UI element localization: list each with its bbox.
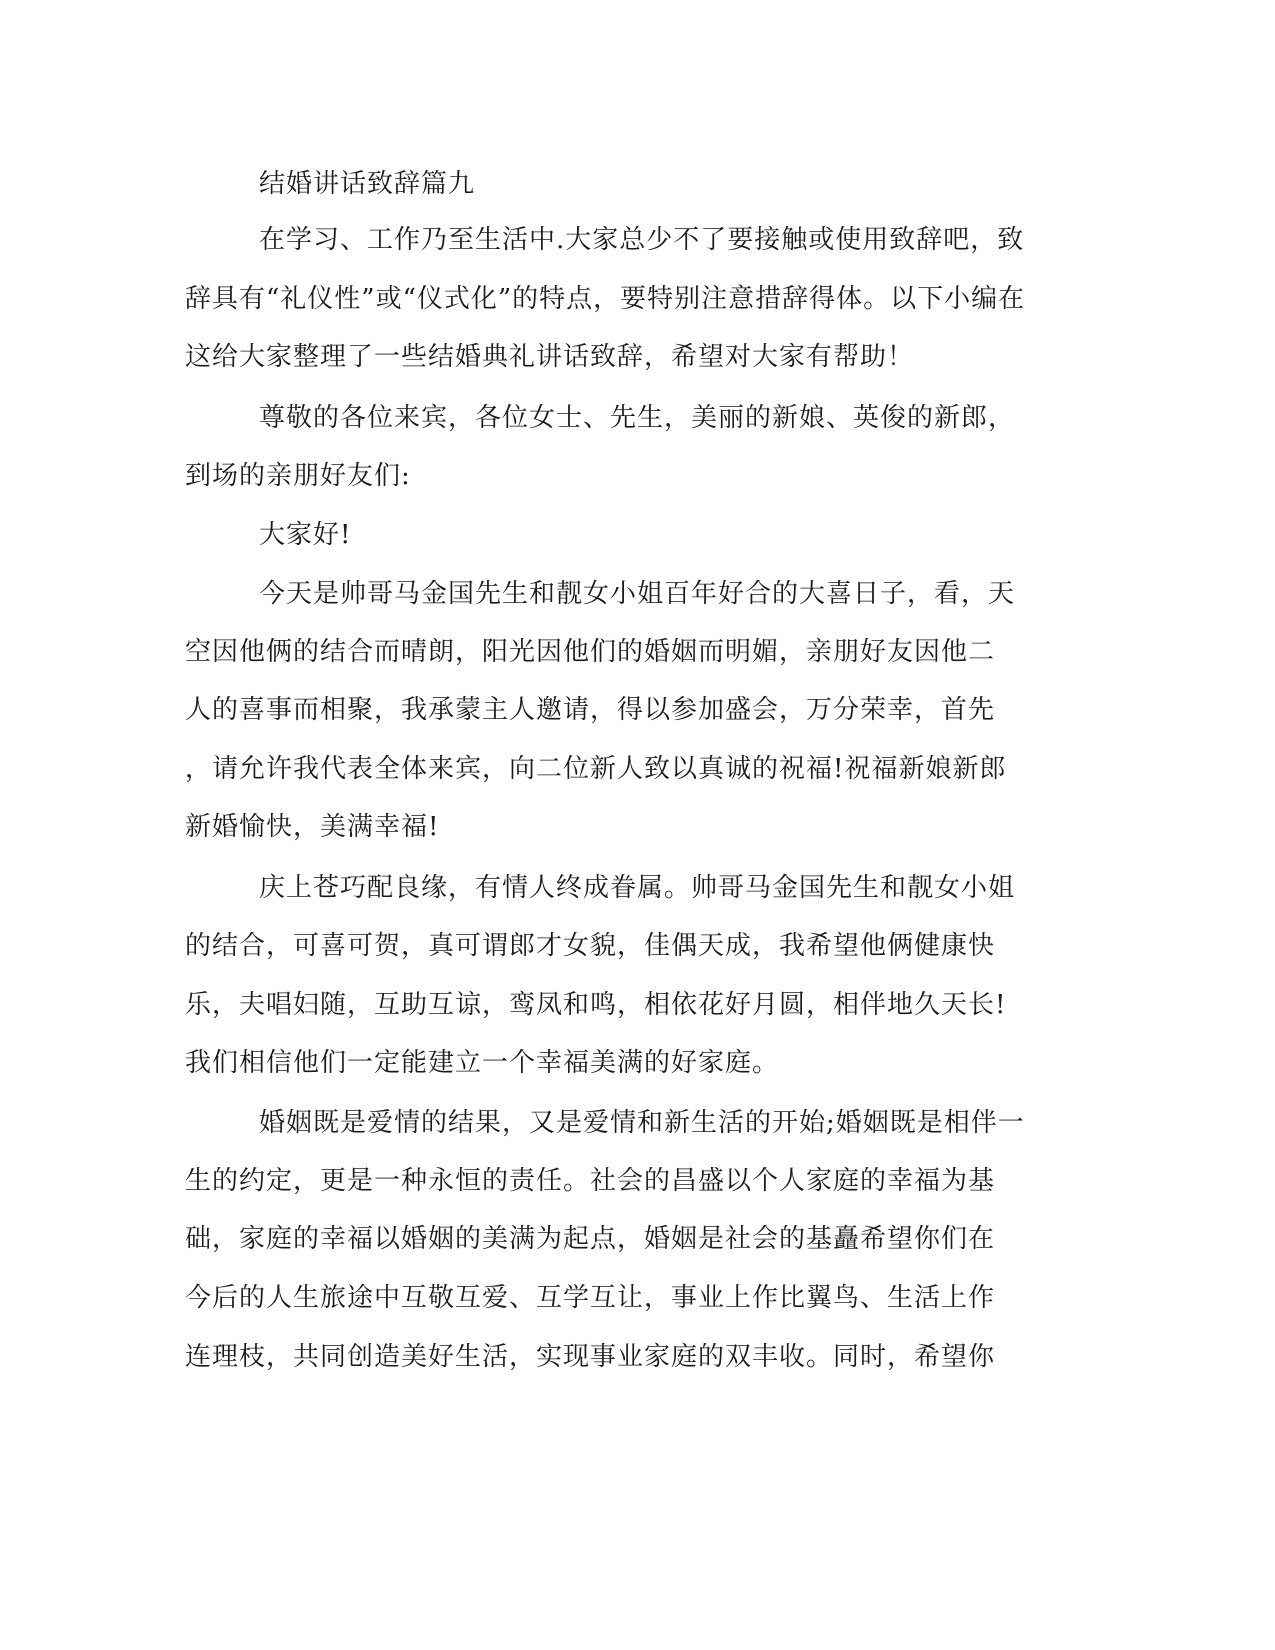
- text-line: 今天是帅哥马金国先生和靓女小姐百年好合的大喜日子，看，天: [259, 579, 1016, 609]
- text-line: 生的约定，更是一种永恒的责任。社会的昌盛以个人家庭的幸福为基: [185, 1166, 996, 1196]
- text-line: 乐，夫唱妇随，互助互谅，鸾凤和鸣，相依花好月圆，相伴地久天长!: [185, 990, 1007, 1020]
- text-line: 尊敬的各位来宾，各位女士、先生，美丽的新娘、英俊的新郎，: [259, 403, 1016, 433]
- text-line: 空因他俩的结合而晴朗，阳光因他们的婚姻而明媚，亲朋好友因他二: [185, 637, 996, 667]
- text-line: 大家好!: [259, 520, 352, 550]
- text-line: 到场的亲朋好友们:: [185, 461, 411, 491]
- text-line: 婚姻既是爱情的结果，又是爱情和新生活的开始;婚姻既是相伴一: [259, 1108, 1025, 1138]
- document-title: 结婚讲话致辞篇九: [259, 169, 476, 199]
- text-line: 在学习、工作乃至生活中.大家总少不了要接触或使用致辞吧，致: [259, 225, 1025, 255]
- text-line: 的结合，可喜可贺，真可谓郎才女貌，佳偶天成，我希望他俩健康快: [185, 931, 996, 961]
- text-line: 我们相信他们一定能建立一个幸福美满的好家庭。: [185, 1048, 780, 1078]
- text-line: 今后的人生旅途中互敬互爱、互学互让，事业上作比翼鸟、生活上作: [185, 1283, 996, 1313]
- text-line: ，请允许我代表全体来宾，向二位新人致以真诚的祝福!祝福新娘新郎: [185, 754, 1007, 784]
- text-line: 新婚愉快，美满幸福!: [185, 812, 440, 842]
- text-line: 辞具有“礼仪性”或“仪式化”的特点，要特别注意措辞得体。以下小编在: [185, 284, 1026, 314]
- text-line: 人的喜事而相聚，我承蒙主人邀请，得以参加盛会，万分荣幸，首先: [185, 695, 996, 725]
- text-line: 础，家庭的幸福以婚姻的美满为起点，婚姻是社会的基矗希望你们在: [185, 1224, 996, 1254]
- text-line: 连理枝，共同创造美好生活，实现事业家庭的双丰收。同时，希望你: [185, 1342, 996, 1372]
- text-line: 这给大家整理了一些结婚典礼讲话致辞，希望对大家有帮助！: [185, 342, 915, 372]
- text-line: 庆上苍巧配良缘，有情人终成眷属。帅哥马金国先生和靓女小姐: [259, 873, 1016, 903]
